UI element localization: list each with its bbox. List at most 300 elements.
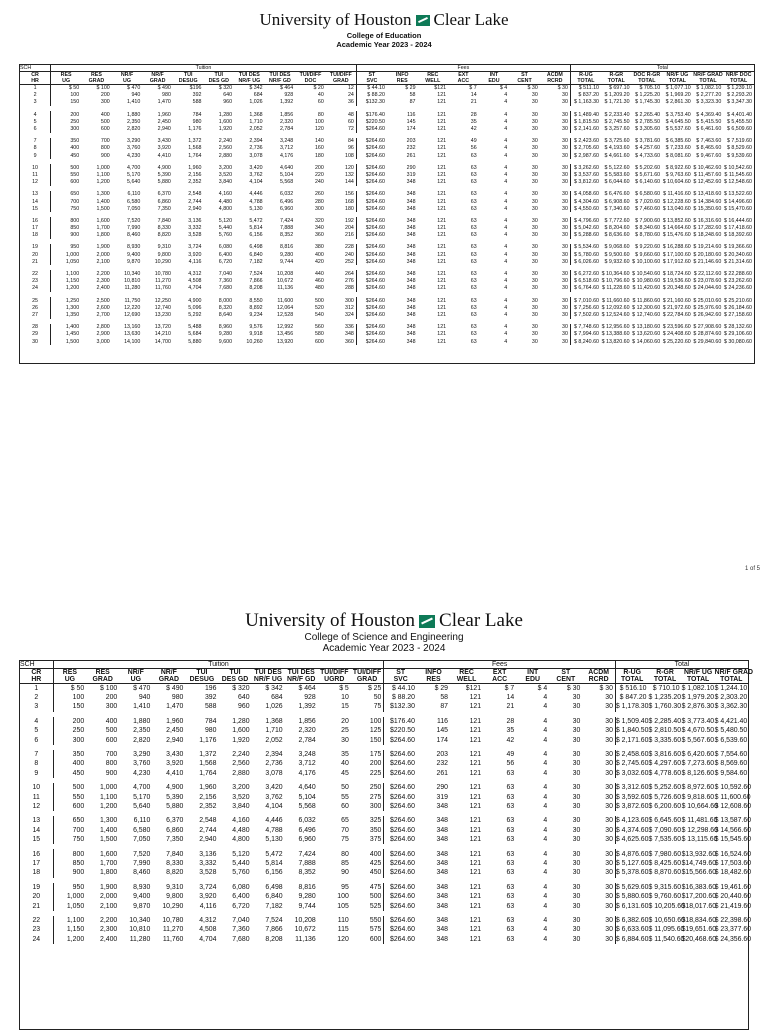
table-row — [20, 726, 748, 735]
table-cell: 4,160 — [232, 817, 250, 825]
table-cell: 30 — [605, 893, 613, 901]
table-cell: 4,116 — [199, 902, 217, 910]
table-cell: 121 — [437, 171, 447, 178]
table-cell: $ 7,090.60 — [648, 826, 682, 834]
table-cell: $ 28,132.60 — [724, 324, 752, 331]
table-row — [20, 304, 754, 311]
table-cell: 63 — [506, 893, 515, 901]
table-cell: $264.60 — [384, 792, 417, 801]
table-cell: 6,032 — [279, 191, 294, 198]
table-cell: 6,498 — [249, 244, 263, 251]
table-cell: 30 — [605, 883, 613, 891]
table-cell: 2,352 — [199, 802, 217, 810]
table-cell: $ 342 — [249, 85, 263, 92]
column-header: EDU — [479, 78, 510, 85]
table-cell: 4 — [504, 99, 508, 106]
table-cell: 600 — [314, 338, 324, 345]
table-cell: $ 6,580.60 — [635, 191, 661, 198]
column-header: ACC — [483, 676, 516, 684]
table-cell: 2,744 — [199, 826, 217, 834]
table-cell: $264.60 — [356, 164, 387, 171]
table-cell: $ 705.10 — [639, 85, 661, 92]
table-cell: 120 — [345, 164, 354, 171]
column-header: DESUG — [185, 676, 218, 684]
table-cell: $ 1,815.50 — [570, 118, 601, 125]
table-row — [20, 901, 748, 910]
table-cell: $ 7,519.60 — [726, 138, 752, 145]
table-cell: 2,156 — [188, 171, 202, 178]
table-cell: $ 4,421.40 — [714, 717, 748, 725]
table-cell: 4,104 — [265, 802, 283, 810]
table-cell: 784 — [192, 111, 202, 118]
table-cell: 36 — [347, 99, 354, 106]
table-row — [20, 179, 754, 186]
table-cell: $ 30 — [599, 684, 613, 692]
table-cell: $ 4,796.60 — [570, 217, 601, 224]
table-cell: 121 — [437, 217, 447, 224]
table-cell: $176.40 — [356, 111, 387, 118]
table-cell: 348 — [406, 232, 416, 239]
table-cell: 63 — [470, 164, 477, 171]
table-cell: $ 8,465.60 — [696, 145, 722, 152]
column-header: TUI — [229, 669, 241, 676]
table-cell: 121 — [469, 703, 482, 711]
table-cell: 6,496 — [298, 826, 316, 834]
column-header: NR/F GD — [285, 676, 318, 684]
table-cell: $264.60 — [356, 232, 387, 239]
table-cell: 30 — [562, 99, 568, 106]
table-cell: 13 — [32, 191, 38, 198]
table-cell: 2,352 — [188, 179, 202, 186]
table-cell: 5,104 — [298, 793, 316, 801]
table-cell: 9,310 — [166, 883, 184, 891]
table-cell: $264.60 — [384, 735, 417, 744]
table-cell: 63 — [470, 285, 477, 292]
table-cell: $ 6,461.60 — [696, 126, 722, 133]
column-header: TUI DES — [254, 669, 282, 676]
table-cell: $ 8,240.60 — [570, 338, 601, 345]
table-cell: 121 — [437, 205, 447, 212]
table-cell: 2,350 — [127, 118, 141, 125]
table-cell: 480 — [314, 285, 324, 292]
table-cell: $ 8,126.60 — [681, 769, 715, 777]
table-cell: 121 — [469, 883, 482, 891]
table-cell: $ 516.10 — [615, 684, 648, 693]
campus-name: Clear Lake — [433, 10, 509, 29]
table-cell: $ 1,760.30 — [648, 703, 682, 711]
table-cell: 1,764 — [188, 152, 202, 159]
table-cell: 121 — [437, 331, 447, 338]
table-cell: 121 — [437, 311, 447, 318]
column-header: NR/F GD — [265, 78, 296, 85]
table-cell: 5,292 — [188, 311, 202, 318]
table-cell: $ 5,726.60 — [648, 793, 682, 801]
table-cell: 4 — [504, 191, 508, 198]
table-row — [20, 835, 748, 844]
table-cell: $ 13,040.60 — [662, 205, 691, 212]
table-cell: 168 — [345, 198, 354, 205]
table-cell: $ 1,509.40 — [615, 717, 649, 725]
table-cell: $ 1,163.30 — [570, 99, 601, 106]
table-cell: 28 — [506, 717, 515, 725]
table-cell: 4 — [504, 111, 508, 118]
table-cell: 42 — [506, 736, 515, 744]
table-cell: 12,064 — [277, 304, 294, 311]
table-cell: 392 — [204, 694, 217, 702]
table-cell: 63 — [506, 793, 515, 801]
table-cell: 30 — [562, 225, 568, 232]
table-cell: $ 11,095.60 — [648, 926, 685, 934]
table-cell: 1,100 — [51, 270, 82, 277]
table-cell: 7,182 — [249, 258, 263, 265]
table-cell: 700 — [53, 826, 86, 835]
table-cell: $ 100 — [99, 684, 118, 692]
table-cell: 6,960 — [279, 205, 294, 212]
table-row — [20, 759, 748, 768]
table-cell: 700 — [105, 751, 118, 759]
table-cell: 6,032 — [298, 817, 316, 825]
table-cell: 5,472 — [265, 850, 283, 858]
table-cell: 11 — [32, 793, 40, 801]
table-cell: 500 — [314, 297, 324, 304]
table-cell: 7,040 — [218, 271, 233, 278]
table-cell: $ 27,908.60 — [693, 324, 722, 331]
table-cell: 30 — [562, 145, 568, 152]
table-cell: 4,704 — [188, 285, 202, 292]
table-cell: 7,866 — [249, 278, 263, 285]
table-cell: 325 — [369, 817, 382, 825]
table-cell: 3,528 — [199, 869, 217, 877]
table-cell: 525 — [369, 902, 382, 910]
table-cell: 121 — [437, 118, 447, 125]
table-cell: 940 — [131, 92, 141, 99]
table-cell: 420 — [314, 258, 324, 265]
column-header: TUI — [196, 669, 208, 676]
table-cell: $ 17,282.60 — [693, 225, 722, 232]
column-header: TUI DES — [287, 669, 315, 676]
table-cell: 40 — [317, 92, 324, 99]
table-cell: 12,992 — [277, 324, 294, 331]
table-cell: $ 10,592.60 — [714, 784, 752, 792]
table-cell: $ 6,764.60 — [570, 285, 601, 292]
table-cell: 63 — [506, 850, 515, 858]
table-cell: 5,568 — [279, 179, 294, 186]
table-cell: 180 — [345, 205, 354, 212]
table-cell: 121 — [437, 191, 447, 198]
table-cell: 7,888 — [279, 225, 294, 232]
table-cell: 2,320 — [279, 118, 294, 125]
table-cell: $ 29,840.60 — [693, 338, 722, 345]
table-cell: 121 — [469, 736, 482, 744]
table-cell: 30 — [605, 926, 613, 934]
table-cell: $ 8,972.60 — [681, 784, 715, 792]
table-cell: 4 — [504, 138, 508, 145]
table-cell: 300 — [53, 735, 86, 744]
table-cell: 5,814 — [265, 859, 283, 867]
table-cell: $ 4,123.60 — [615, 817, 649, 825]
table-cell: 21 — [506, 703, 515, 711]
table-cell: $ 11,228.60 — [601, 285, 630, 292]
table-cell: 9 — [33, 152, 37, 159]
table-cell: 30 — [605, 703, 613, 711]
table-cell: 640 — [238, 694, 250, 702]
table-cell: 21 — [32, 902, 41, 910]
table-cell: 63 — [470, 251, 477, 258]
table-cell: 30 — [531, 145, 538, 152]
table-cell: 9,744 — [279, 258, 294, 265]
table-cell: 9,744 — [298, 902, 316, 910]
column-header: EXT — [458, 72, 469, 78]
table-cell: 63 — [470, 205, 477, 212]
table-cell: 120 — [314, 126, 324, 133]
table-cell: 56 — [470, 145, 477, 152]
table-cell: 580 — [314, 331, 324, 338]
university-name: University of Houston — [259, 10, 412, 29]
table-cell: 13,160 — [124, 324, 141, 331]
table-cell: 9,870 — [127, 258, 141, 265]
table-cell: 30 — [531, 278, 538, 285]
table-cell: $ 470 — [127, 85, 141, 92]
table-cell: 4 — [504, 258, 508, 265]
table-cell: $ 29 — [405, 85, 416, 92]
table-cell: 1,200 — [51, 285, 82, 292]
table-cell: 9,280 — [279, 251, 294, 258]
table-cell: $ 6,509.60 — [726, 126, 752, 133]
table-cell: $ 21,972.60 — [662, 304, 691, 311]
table-cell: $132.30 — [356, 99, 387, 106]
column-header: DESUG — [173, 78, 204, 85]
table-cell: $ 4 — [499, 85, 508, 92]
table-cell: $ 13,418.60 — [693, 191, 722, 198]
table-cell: $ 4,257.60 — [635, 145, 661, 152]
table-cell: 63 — [470, 232, 477, 239]
table-cell: 3,430 — [157, 138, 171, 145]
table-cell: 121 — [437, 164, 447, 171]
table-cell: 11 — [32, 171, 38, 178]
table-cell: 80 — [341, 850, 349, 858]
table-cell: $ 12,548.60 — [724, 179, 752, 186]
table-cell: 14 — [506, 694, 515, 702]
table-cell: 7,840 — [166, 850, 184, 858]
table-cell: $ 2,265.40 — [635, 111, 661, 118]
table-cell: 22 — [32, 916, 41, 924]
table-cell: 348 — [436, 902, 449, 910]
table-cell: 8,208 — [249, 285, 263, 292]
table-cell: 5,472 — [249, 217, 263, 224]
table-cell: $ 3,305.60 — [635, 126, 661, 133]
table-row — [20, 232, 754, 239]
column-header: INFO — [395, 72, 409, 78]
table-cell: $ 837.20 — [570, 92, 601, 99]
college-name: College of Education — [346, 31, 422, 40]
table-cell: 3,724 — [188, 244, 202, 251]
table-cell: 2,820 — [133, 736, 151, 744]
table-cell: 24 — [347, 92, 354, 99]
table-cell: 116 — [407, 111, 416, 118]
table-cell: $ 5,415.50 — [696, 118, 722, 125]
table-cell: 400 — [314, 251, 324, 258]
table-cell: $ 7,502.60 — [570, 311, 601, 318]
table-cell: 4 — [543, 902, 548, 910]
table-cell: 380 — [314, 244, 324, 251]
table-cell: 348 — [406, 198, 416, 205]
table-row — [20, 278, 754, 285]
table-row — [20, 138, 754, 145]
table-cell: 4,410 — [157, 152, 171, 159]
table-cell: 15 — [341, 703, 349, 711]
table-cell: 24 — [32, 285, 38, 292]
university-name: University of Houston — [245, 610, 416, 631]
column-header: TUI — [183, 72, 193, 78]
table-cell: 4,640 — [279, 164, 294, 171]
table-cell: 300 — [100, 99, 110, 106]
table-cell: 63 — [470, 244, 477, 251]
table-cell: 9,234 — [249, 311, 263, 318]
table-cell: 10,340 — [129, 916, 151, 924]
table-row — [20, 331, 754, 338]
table-cell: 13,456 — [277, 331, 294, 338]
table-cell: 30 — [531, 138, 538, 145]
table-cell: 10,780 — [154, 271, 171, 278]
table-cell: 7,840 — [157, 217, 171, 224]
table-cell: 30 — [531, 111, 538, 118]
table-cell: 400 — [51, 145, 82, 152]
uhcl-logo-icon — [419, 615, 435, 628]
table-cell: 684 — [271, 694, 283, 702]
table-cell: $ 5,378.60 — [615, 869, 649, 877]
table-cell: $264.60 — [356, 217, 387, 224]
table-cell: 108 — [345, 152, 354, 159]
table-cell: 21 — [32, 258, 38, 265]
table-cell: 30 — [341, 736, 349, 744]
table-cell: 3,840 — [232, 802, 250, 810]
table-cell: 6,080 — [232, 883, 250, 891]
table-cell: $ 5,567.60 — [681, 736, 715, 744]
table-cell: 550 — [369, 916, 382, 924]
table-cell: 300 — [345, 297, 354, 304]
table-cell: 300 — [51, 125, 82, 132]
table-cell: 252 — [345, 258, 354, 265]
table-cell: $ 2,277.20 — [696, 92, 722, 99]
table-cell: 312 — [345, 304, 354, 311]
table-cell: 30 — [572, 869, 581, 877]
table-cell: $20,468.60 — [681, 935, 717, 943]
table-cell: 4,900 — [166, 784, 184, 792]
column-header: ACDM — [546, 72, 563, 78]
table-cell: 25 — [341, 727, 349, 735]
table-cell: 348 — [406, 331, 416, 338]
table-cell: 30 — [572, 916, 581, 924]
table-cell: 1,100 — [53, 916, 86, 925]
table-cell: 200 — [100, 92, 110, 99]
table-cell: $ 19,536.60 — [662, 278, 691, 285]
table-cell: $ 2,171.60 — [615, 736, 649, 744]
table-cell: 121 — [469, 902, 482, 910]
table-cell: 460 — [314, 278, 324, 285]
table-cell: 225 — [369, 769, 382, 777]
table-cell: 7,350 — [157, 205, 171, 212]
table-row — [20, 750, 748, 759]
table-cell: 232 — [406, 145, 416, 152]
table-cell: 940 — [138, 694, 151, 702]
column-header: GRAD — [326, 78, 357, 85]
academic-year: Academic Year 2023 - 2024 — [336, 40, 432, 49]
table-cell: $264.60 — [384, 859, 417, 868]
table-cell: 87 — [409, 99, 416, 106]
table-cell: $ 9,818.60 — [681, 793, 715, 801]
table-cell: 35 — [341, 751, 349, 759]
table-cell: $264.60 — [356, 171, 387, 178]
table-cell: $ 12,740.60 — [632, 311, 661, 318]
table-cell: 275 — [369, 793, 382, 801]
table-cell: $ 11,860.60 — [632, 297, 661, 304]
table-cell: 4 — [504, 311, 508, 318]
table-cell: $264.60 — [384, 883, 417, 892]
table-cell: 4,410 — [166, 769, 184, 777]
table-cell: $ 3,362.30 — [714, 703, 748, 711]
table-cell: $ 28,874.60 — [693, 331, 722, 338]
table-cell: $ 1,077.10 — [665, 85, 691, 92]
column-header: TUI/DIFF — [320, 669, 349, 676]
table-cell: 63 — [470, 278, 477, 285]
table-cell: $ 5,671.60 — [635, 171, 661, 178]
table-cell: $ 1,745.30 — [635, 99, 661, 106]
table-cell: 29 — [32, 331, 38, 338]
table-row — [20, 883, 748, 892]
table-cell: 50 — [373, 694, 382, 702]
table-cell: 1,920 — [232, 736, 250, 744]
column-header: NR/F UG — [252, 676, 285, 684]
table-cell: $ 8,529.60 — [726, 145, 752, 152]
table-cell: 8,000 — [218, 297, 233, 304]
table-cell: $ 7,994.60 — [570, 331, 601, 338]
table-cell: 850 — [51, 225, 82, 232]
table-row — [20, 297, 754, 304]
table-cell: $ 7,900.60 — [635, 217, 661, 224]
table-cell: $ 7,535.60 — [648, 836, 682, 844]
table-cell: 30 — [562, 179, 568, 186]
table-cell: 1,900 — [96, 244, 110, 251]
table-cell: 30 — [605, 935, 613, 943]
table-cell: $ 11,660.60 — [601, 297, 630, 304]
table-cell: $ 100 — [96, 85, 110, 92]
table-cell: 30 — [531, 198, 538, 205]
table-cell: 4 — [33, 111, 37, 118]
table-cell: 348 — [406, 285, 416, 292]
table-cell: 30 — [562, 285, 568, 292]
table-cell: $ 6,539.60 — [714, 736, 748, 744]
table-cell: 348 — [406, 324, 416, 331]
table-cell: $ 3,312.60 — [615, 784, 649, 792]
table-cell: 2,100 — [96, 258, 110, 265]
table-cell: 18 — [32, 232, 38, 239]
table-cell: 4 — [543, 826, 548, 834]
table-cell: 5,390 — [166, 793, 184, 801]
table-row — [20, 934, 748, 943]
column-header: GRAD — [351, 676, 384, 684]
table-cell: 121 — [469, 769, 482, 777]
table-cell: 348 — [406, 244, 416, 251]
table-cell: 116 — [437, 717, 449, 725]
table-cell: 348 — [345, 331, 354, 338]
table-cell: $220.50 — [356, 118, 387, 125]
table-cell: $ 6,200.60 — [648, 802, 682, 810]
table-cell: 16 — [32, 217, 38, 224]
table-cell: 63 — [506, 859, 515, 867]
table-cell: 12 — [32, 802, 41, 810]
table-cell: 2,200 — [96, 271, 110, 278]
table-cell: 13,230 — [154, 311, 171, 318]
